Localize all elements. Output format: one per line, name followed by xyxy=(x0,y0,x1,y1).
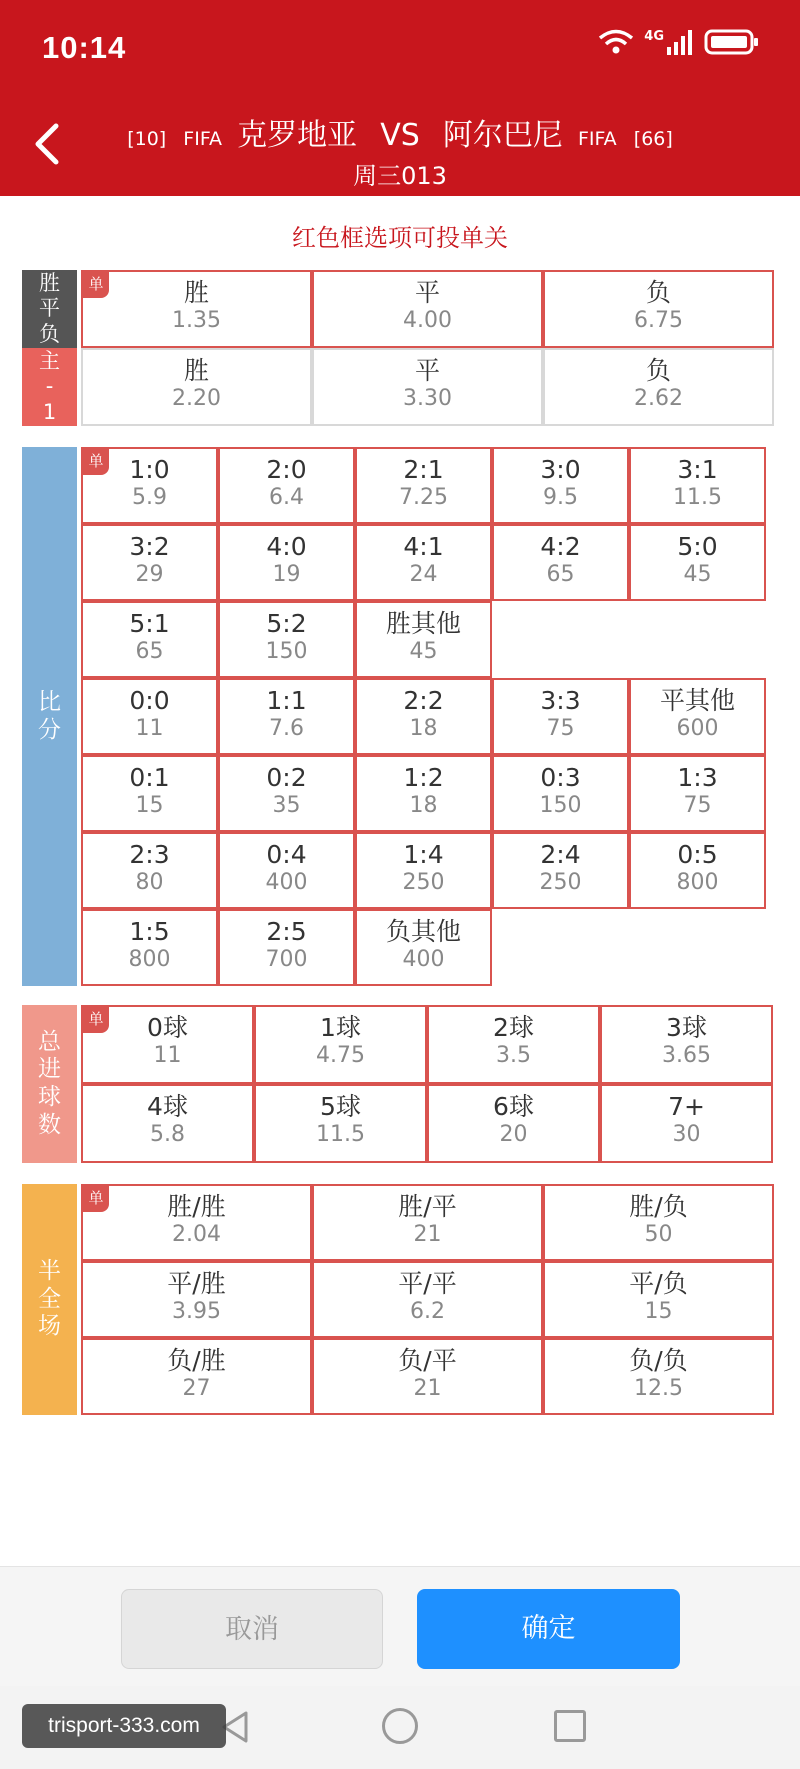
vs-label: VS xyxy=(380,118,420,153)
section-label-text: 分 xyxy=(38,716,61,743)
match-title xyxy=(0,110,800,154)
section-label-text: 场 xyxy=(38,1313,61,1340)
option-label: 胜其他 xyxy=(385,609,461,638)
option-label: 4:2 xyxy=(540,532,581,561)
half-full-option[interactable] xyxy=(543,1338,774,1415)
option-label: 0:4 xyxy=(266,840,307,869)
option-odds: 1.35 xyxy=(172,308,221,333)
away-team: 阿尔巴尼 xyxy=(442,118,563,153)
option-label: 胜/平 xyxy=(398,1192,457,1221)
option-label: 负 xyxy=(645,278,671,307)
option-label: 1:3 xyxy=(677,763,718,792)
option-label: 0:5 xyxy=(677,840,718,869)
score-option[interactable] xyxy=(629,755,766,832)
option-label: 平/胜 xyxy=(167,1269,226,1298)
half-full-option[interactable] xyxy=(543,1184,774,1261)
option-label: 平/平 xyxy=(398,1269,457,1298)
option-odds: 2.20 xyxy=(172,386,221,411)
option-label: 胜 xyxy=(183,356,209,385)
section-label-text: 1 xyxy=(42,399,57,424)
total-goals-option[interactable] xyxy=(81,1084,254,1163)
option-odds: 2.62 xyxy=(634,386,683,411)
option-odds: 800 xyxy=(676,870,719,895)
score-option[interactable] xyxy=(81,909,218,986)
wdl-option[interactable] xyxy=(543,270,774,348)
total-goals-option[interactable] xyxy=(600,1084,773,1163)
option-label: 1:0 xyxy=(129,455,170,484)
option-odds: 3.95 xyxy=(172,1299,221,1324)
option-odds: 19 xyxy=(272,562,301,587)
section-label-goals xyxy=(22,1005,77,1163)
score-option[interactable] xyxy=(355,447,492,524)
half-full-option[interactable] xyxy=(81,1184,312,1261)
score-option[interactable] xyxy=(81,832,218,909)
single-bet-tag: 单 xyxy=(83,1186,109,1212)
option-odds: 24 xyxy=(409,562,438,587)
option-label: 1:4 xyxy=(403,840,444,869)
section-label-text: 总 xyxy=(38,1028,61,1055)
option-odds: 30 xyxy=(672,1122,701,1147)
total-goals-option[interactable] xyxy=(427,1005,600,1084)
option-label: 4:0 xyxy=(266,532,307,561)
option-label: 负其他 xyxy=(385,917,461,946)
section-label-text: 球 xyxy=(38,1084,61,1110)
option-odds: 700 xyxy=(265,947,308,972)
single-bet-notice: 红色框选项可投单关 xyxy=(292,224,508,252)
score-option[interactable] xyxy=(81,678,218,755)
option-label: 5球 xyxy=(320,1092,361,1121)
option-label: 2:0 xyxy=(266,455,307,484)
option-odds: 3.65 xyxy=(662,1043,711,1068)
score-option[interactable] xyxy=(492,832,629,909)
option-odds: 5.9 xyxy=(132,485,167,510)
option-label: 2球 xyxy=(493,1013,534,1042)
score-option[interactable] xyxy=(355,678,492,755)
signal-icon xyxy=(666,29,694,55)
score-option[interactable] xyxy=(81,524,218,601)
section-label-text: 全 xyxy=(38,1285,61,1312)
option-odds: 800 xyxy=(128,947,171,972)
option-odds: 27 xyxy=(182,1376,211,1401)
option-label: 7+ xyxy=(668,1092,705,1121)
confirm-button[interactable]: 确定 xyxy=(417,1589,680,1669)
option-label: 2:3 xyxy=(129,840,170,869)
score-option[interactable] xyxy=(355,524,492,601)
score-option[interactable] xyxy=(81,755,218,832)
option-odds: 65 xyxy=(546,562,575,587)
option-label: 负/胜 xyxy=(167,1346,226,1375)
wdl-option[interactable] xyxy=(312,270,543,348)
nav-recent-icon[interactable] xyxy=(554,1710,586,1742)
option-label: 5:2 xyxy=(266,609,307,638)
single-bet-tag: 单 xyxy=(83,272,109,298)
option-label: 2:2 xyxy=(403,686,444,715)
score-option[interactable] xyxy=(629,447,766,524)
option-odds: 400 xyxy=(265,870,308,895)
option-label: 3:1 xyxy=(677,455,718,484)
cancel-button[interactable]: 取消 xyxy=(121,1589,383,1669)
option-odds: 18 xyxy=(409,793,438,818)
option-odds: 15 xyxy=(135,793,164,818)
section-label-handicap xyxy=(22,348,77,426)
option-label: 5:0 xyxy=(677,532,718,561)
score-option[interactable] xyxy=(218,909,355,986)
option-label: 5:1 xyxy=(129,609,170,638)
section-label-text: 数 xyxy=(38,1111,61,1138)
option-label: 0:2 xyxy=(266,763,307,792)
away-rank: [66] xyxy=(633,128,673,150)
handicap-option[interactable] xyxy=(543,348,774,426)
total-goals-option[interactable] xyxy=(254,1084,427,1163)
section-label-wdl xyxy=(22,270,77,348)
option-label: 负/平 xyxy=(398,1346,457,1375)
status-time: 10:14 xyxy=(42,30,127,65)
option-odds: 11.5 xyxy=(673,485,722,510)
option-odds: 65 xyxy=(135,639,164,664)
option-label: 6球 xyxy=(493,1092,534,1121)
home-team: 克罗地亚 xyxy=(237,118,358,153)
option-odds: 11 xyxy=(135,716,164,741)
option-odds: 75 xyxy=(683,793,712,818)
option-label: 2:1 xyxy=(403,455,444,484)
option-label: 胜 xyxy=(183,278,209,307)
option-odds: 12.5 xyxy=(634,1376,683,1401)
option-odds: 11 xyxy=(153,1043,182,1068)
score-option[interactable] xyxy=(218,447,355,524)
option-odds: 6.2 xyxy=(410,1299,445,1324)
option-label: 负/负 xyxy=(629,1346,688,1375)
score-option[interactable] xyxy=(218,601,355,678)
option-odds: 29 xyxy=(135,562,164,587)
option-odds: 21 xyxy=(413,1222,442,1247)
option-label: 平 xyxy=(414,278,440,307)
option-odds: 80 xyxy=(135,870,164,895)
option-odds: 6.75 xyxy=(634,308,683,333)
option-odds: 7.6 xyxy=(269,716,304,741)
option-label: 4:1 xyxy=(403,532,444,561)
option-odds: 150 xyxy=(539,793,582,818)
score-option[interactable] xyxy=(492,678,629,755)
option-label: 0:0 xyxy=(129,686,170,715)
option-label: 平 xyxy=(414,356,440,385)
section-label-text: 主 xyxy=(39,349,60,374)
option-label: 1:1 xyxy=(266,686,307,715)
option-odds: 18 xyxy=(409,716,438,741)
score-option[interactable] xyxy=(218,678,355,755)
option-label: 1:5 xyxy=(129,917,170,946)
section-label-text: 进 xyxy=(38,1056,61,1083)
option-odds: 11.5 xyxy=(316,1122,365,1147)
option-odds: 3.5 xyxy=(496,1043,531,1068)
score-option[interactable] xyxy=(492,524,629,601)
single-bet-tag: 单 xyxy=(83,1007,109,1033)
half-full-option[interactable] xyxy=(81,1261,312,1338)
score-option[interactable] xyxy=(629,524,766,601)
section-label-halffull xyxy=(22,1184,77,1415)
option-odds: 7.25 xyxy=(399,485,448,510)
section-label-text: - xyxy=(45,374,54,399)
half-full-option[interactable] xyxy=(312,1184,543,1261)
score-option[interactable] xyxy=(355,601,492,678)
option-odds: 3.30 xyxy=(403,386,452,411)
score-option[interactable] xyxy=(629,678,766,755)
half-full-option[interactable] xyxy=(543,1261,774,1338)
total-goals-option[interactable] xyxy=(254,1005,427,1084)
option-odds: 6.4 xyxy=(269,485,304,510)
option-label: 3:0 xyxy=(540,455,581,484)
score-option[interactable] xyxy=(492,755,629,832)
score-option[interactable] xyxy=(355,832,492,909)
match-code: 周三013 xyxy=(353,162,447,190)
score-option[interactable] xyxy=(492,447,629,524)
option-odds: 4.00 xyxy=(403,308,452,333)
section-label-text: 胜 xyxy=(39,271,60,296)
option-label: 0:3 xyxy=(540,763,581,792)
option-label: 3:3 xyxy=(540,686,581,715)
option-odds: 400 xyxy=(402,947,445,972)
option-odds: 75 xyxy=(546,716,575,741)
section-label-text: 半 xyxy=(38,1258,61,1285)
option-odds: 5.8 xyxy=(150,1122,185,1147)
half-full-option[interactable] xyxy=(312,1338,543,1415)
option-label: 1球 xyxy=(320,1013,361,1042)
option-odds: 45 xyxy=(409,639,438,664)
option-odds: 50 xyxy=(644,1222,673,1247)
option-label: 0:1 xyxy=(129,763,170,792)
option-label: 胜/胜 xyxy=(167,1192,226,1221)
section-label-text: 负 xyxy=(39,321,60,346)
score-option[interactable] xyxy=(81,601,218,678)
handicap-option[interactable] xyxy=(81,348,312,426)
score-option[interactable] xyxy=(629,832,766,909)
watermark: trisport-333.com xyxy=(22,1704,226,1748)
home-rank: [10] xyxy=(127,128,167,150)
single-bet-tag: 单 xyxy=(83,449,109,475)
option-odds: 250 xyxy=(539,870,582,895)
action-bar xyxy=(0,1566,800,1686)
half-full-option[interactable] xyxy=(312,1261,543,1338)
section-label-text: 比 xyxy=(38,688,61,715)
option-odds: 2.04 xyxy=(172,1222,221,1247)
option-label: 0球 xyxy=(147,1013,188,1042)
battery-icon xyxy=(704,28,760,56)
option-label: 胜/负 xyxy=(629,1192,688,1221)
wdl-option[interactable] xyxy=(81,270,312,348)
option-odds: 150 xyxy=(265,639,308,664)
option-odds: 20 xyxy=(499,1122,528,1147)
section-label-text: 平 xyxy=(39,296,60,321)
option-label: 1:2 xyxy=(403,763,444,792)
option-label: 2:4 xyxy=(540,840,581,869)
option-odds: 45 xyxy=(683,562,712,587)
away-org: FIFA xyxy=(577,128,617,150)
option-odds: 21 xyxy=(413,1376,442,1401)
option-odds: 15 xyxy=(644,1299,673,1324)
network-type-label: 4G xyxy=(644,28,664,44)
option-odds: 250 xyxy=(402,870,445,895)
option-label: 平其他 xyxy=(659,686,735,715)
handicap-option[interactable] xyxy=(312,348,543,426)
odds-content xyxy=(0,196,800,1566)
section-label-score xyxy=(22,447,77,986)
option-label: 平/负 xyxy=(629,1269,688,1298)
score-option[interactable] xyxy=(218,832,355,909)
option-odds: 35 xyxy=(272,793,301,818)
score-option[interactable] xyxy=(218,524,355,601)
app-header xyxy=(0,0,800,196)
option-odds: 9.5 xyxy=(543,485,578,510)
option-label: 3:2 xyxy=(129,532,170,561)
status-icons xyxy=(598,28,760,56)
option-label: 3球 xyxy=(666,1013,707,1042)
nav-home-icon[interactable] xyxy=(382,1708,418,1744)
home-org: FIFA xyxy=(183,128,223,150)
total-goals-option[interactable] xyxy=(600,1005,773,1084)
score-option[interactable] xyxy=(355,909,492,986)
total-goals-option[interactable] xyxy=(427,1084,600,1163)
option-odds: 600 xyxy=(676,716,719,741)
wifi-icon xyxy=(598,29,634,55)
option-label: 2:5 xyxy=(266,917,307,946)
option-odds: 4.75 xyxy=(316,1043,365,1068)
option-label: 4球 xyxy=(147,1092,188,1121)
half-full-option[interactable] xyxy=(81,1338,312,1415)
score-option[interactable] xyxy=(218,755,355,832)
score-option[interactable] xyxy=(355,755,492,832)
status-bar xyxy=(0,0,800,100)
option-label: 负 xyxy=(645,356,671,385)
